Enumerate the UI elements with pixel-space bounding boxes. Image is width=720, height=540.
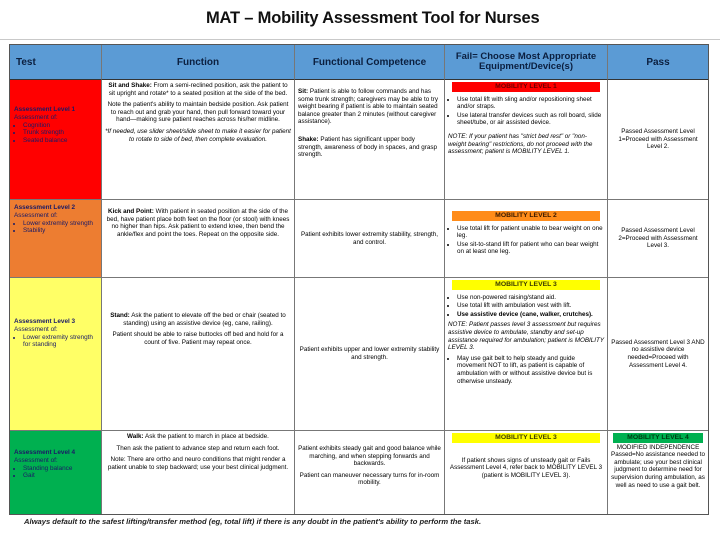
function-text: Patient should be able to raise buttocks off bed and hold for a count of five. Patient may repeat once. — [112, 331, 284, 346]
fail-note: NOTE: If your patient has "strict bed rest" or "non-weight bearing" restrictions, do not proceed with the assessment; patient is MOBILITY LEVEL 1. — [448, 132, 593, 156]
competence-cell-level-1 — [295, 80, 445, 200]
fail-note: NOTE: Patient passes level 3 assessment but requires assistive device to ambulate, standby and set-up assistance required for ambulation; patient is MOBILITY LEVEL 3. — [448, 321, 604, 352]
footer-note: Always default to the safest lifting/transfer method (eg, total lift) if there is any doubt in the patient's ability to perform the task. — [24, 517, 482, 526]
mobility-level-badge: MOBILITY LEVEL 1 — [452, 82, 600, 92]
function-cell-level-3 — [102, 278, 295, 431]
assessment-item: • Seated balance — [23, 137, 97, 145]
fail-bullet: • May use gait belt to help steady and guide movement NOT to lift, as patient is capable of ambulation with or without assistive device but is otherwise unsteady. — [457, 355, 604, 385]
fail-bullet: • Use assistive device (cane, walker, crutches). — [457, 311, 604, 319]
assessment-items — [14, 334, 97, 350]
fail-bullet: • Use total lift for patient unable to bear weight on one leg. — [457, 225, 604, 240]
assessment-item: • Stability — [23, 227, 97, 235]
assessment-of-label: Assessment of: — [14, 456, 58, 464]
function-note: Note: There are ortho and neuro conditions that might render a patient unable to step backward; use your best clinical judgment. — [107, 456, 289, 471]
competence-text: Patient exhibits steady gait and good balance while marching, and when stepping forwards and backwards. — [298, 445, 441, 468]
level-label: Assessment Level 1 — [14, 106, 76, 113]
assessment-items — [14, 122, 97, 145]
table-row — [10, 200, 708, 278]
function-text: Note the patient's ability to maintain bedside position. Ask patient to reach out and grab your hand, then pull forward toward your hand—making sure patient reaches across his/her midline. — [107, 101, 289, 124]
assessment-item: • Lower extremity strength for standing — [23, 334, 97, 350]
table-row — [10, 80, 708, 200]
competence-heading: Sit: — [298, 88, 309, 95]
function-cell-level-4 — [102, 431, 295, 514]
assessment-item: • Trunk strength — [23, 129, 97, 137]
function-heading: Walk: — [127, 433, 144, 440]
assessment-items — [14, 220, 97, 236]
competence-text: Patient can maneuver necessary turns for in-room mobility. — [299, 471, 440, 487]
assessment-item: • Lower extremity strength — [23, 220, 97, 228]
page-title: MAT – Mobility Assessment Tool for Nurses — [206, 9, 540, 27]
function-text: Ask the patient to elevate off the bed or chair (seated to standing) using an assistive device (eg, cane, railing). — [123, 312, 286, 327]
competence-cell-level-3: Patient exhibits upper and lower extremity stability and strength. — [295, 278, 445, 431]
function-heading: Stand: — [110, 312, 130, 319]
fail-bullet: • Use non-powered raising/stand aid. — [457, 294, 604, 302]
fail-bullet: • Use lateral transfer devices such as roll board, slide sheet/tube, or air assisted device. — [457, 112, 604, 127]
competence-cell-level-4 — [295, 431, 445, 514]
assessment-item: • Cognition — [23, 122, 97, 130]
test-cell-level-3 — [10, 278, 102, 431]
fail-bullet: • Use total lift with sling and/or repositioning sheet and/or straps. — [457, 96, 604, 111]
mat-table — [9, 44, 709, 515]
fail-cell-level-1 — [445, 80, 608, 200]
fail-cell-level-4 — [445, 431, 608, 514]
level-label: Assessment Level 3 — [14, 318, 76, 325]
competence-text: Patient is able to follow commands and has some trunk strength; caregivers may be able to try weight bearing if patient is able to maintain seated balance greater than 2 minutes (without caregiver assistance). — [298, 88, 438, 126]
assessment-items — [14, 465, 97, 481]
function-text: Ask the patient to march in place at bedside. — [145, 433, 269, 440]
mobility-level-badge: MOBILITY LEVEL 4 — [613, 433, 703, 443]
assessment-of-label: Assessment of: — [14, 325, 58, 333]
function-heading: Sit and Shake: — [108, 82, 152, 89]
pass-cell-level-2: Passed Assessment Level 2=Proceed with Assessment Level 3. — [608, 200, 708, 278]
function-note: *If needed, use slider sheet/slide sheet to make it easier for patient to rotate to side of bed, then complete evaluation. — [105, 127, 291, 143]
mobility-level-badge: MOBILITY LEVEL 2 — [452, 211, 600, 221]
level-label: Assessment Level 2 — [14, 204, 76, 211]
assessment-item: • Gait — [23, 472, 97, 480]
title-bar — [0, 0, 720, 40]
mobility-level-badge: MOBILITY LEVEL 3 — [452, 433, 600, 443]
header-pass: Pass — [608, 45, 708, 80]
competence-heading: Shake: — [298, 135, 319, 143]
mobility-level-badge: MOBILITY LEVEL 3 — [452, 280, 600, 290]
pass-text: MODIFIED INDEPENDENCE Passed=No assistance needed to ambulate; use your best clinical judgment to determine need for supervision during ambulation, as well as need to use a gait belt. — [611, 443, 705, 489]
function-text: Then ask the patient to advance step and return each foot. — [116, 444, 280, 452]
header-function: Function — [102, 45, 295, 80]
competence-text: Patient has significant upper body strength, awareness of body in spaces, and grasp strength. — [298, 135, 437, 159]
assessment-item: • Standing balance — [23, 465, 97, 473]
function-heading: Kick and Point: — [108, 208, 154, 215]
header-competence: Functional Competence — [295, 45, 445, 80]
fail-bullet: • Use sit-to-stand lift for patient who can bear weight on at least one leg. — [457, 241, 604, 256]
test-cell-level-1 — [10, 80, 102, 200]
fail-cell-level-2 — [445, 200, 608, 278]
header-fail: Fail= Choose Most Appropriate Equipment/Device(s) — [445, 45, 608, 80]
table-header-row — [10, 45, 708, 80]
pass-cell-level-4 — [608, 431, 708, 514]
assessment-of-label: Assessment of: — [14, 113, 58, 121]
pass-cell-level-3: Passed Assessment Level 3 AND no assistive device needed=Proceed with Assessment Level 4. — [608, 278, 708, 431]
fail-text: If patient shows signs of unsteady gait or Fails Assessment Level 4, refer back to MOBILITY LEVEL 3 (patient is MOBILITY LEVEL 3). — [449, 456, 603, 479]
function-text: From a semi-reclined position, ask the patient to sit upright and rotate* to a seated position at the side of the bed. — [108, 82, 288, 97]
assessment-of-label: Assessment of: — [14, 211, 58, 219]
table-row — [10, 278, 708, 431]
competence-cell-level-2: Patient exhibits lower extremity stability, strength, and control. — [295, 200, 445, 278]
function-cell-level-2 — [102, 200, 295, 278]
table-row — [10, 431, 708, 514]
fail-cell-level-3 — [445, 278, 608, 431]
level-label: Assessment Level 4 — [14, 449, 76, 456]
fail-bullet: • Use total lift with ambulation vest with lift. — [457, 302, 604, 310]
test-cell-level-4 — [10, 431, 102, 514]
pass-cell-level-1: Passed Assessment Level 1=Proceed with Assessment Level 2. — [608, 80, 708, 200]
test-cell-level-2 — [10, 200, 102, 278]
function-cell-level-1 — [102, 80, 295, 200]
header-test: Test — [10, 45, 102, 80]
function-text: With patient in seated position at the side of the bed, have patient place both feet on the floor (or stool) with knees no higher than hips. Ask patient to extend knee, then bend the ankle/flex and point the toes. Repeat on the opposite side. — [106, 208, 290, 238]
